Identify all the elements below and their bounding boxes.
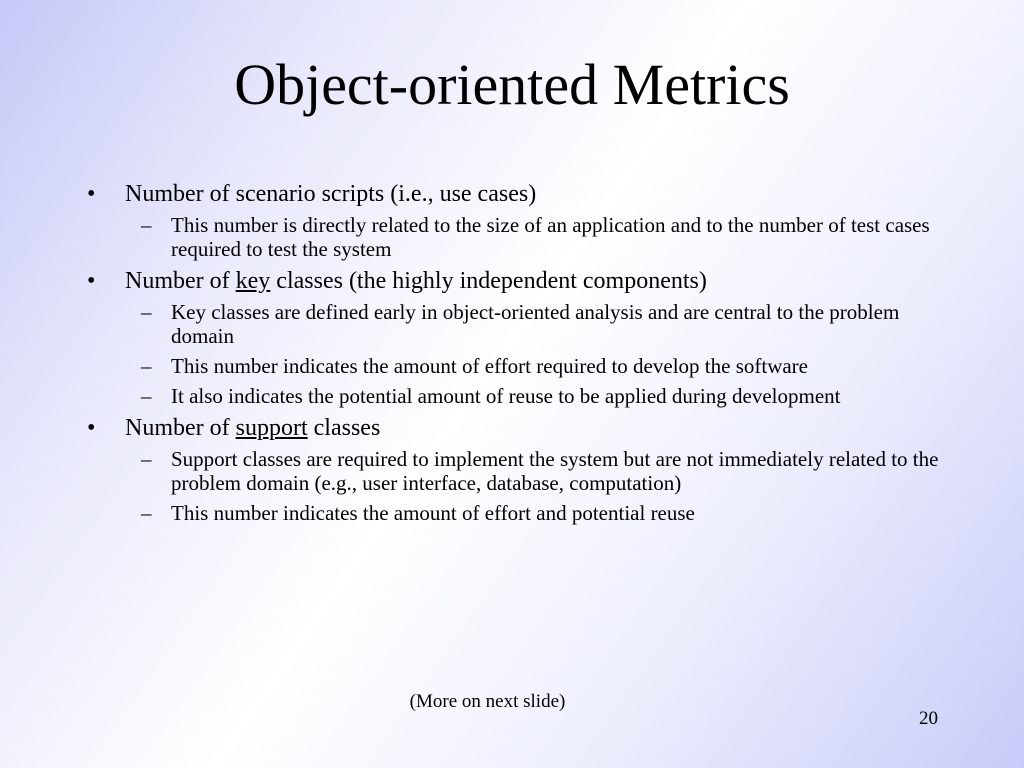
sub-bullet <box>141 501 941 525</box>
page-number: 20 <box>919 708 938 729</box>
bullet-text-suffix: classes <box>307 415 381 441</box>
sub-bullet-marker: – <box>141 384 152 408</box>
bullet-marker: • <box>87 268 96 294</box>
slide-content <box>0 180 1024 531</box>
sub-bullet-marker: – <box>141 213 152 237</box>
slide-title: Object-oriented Metrics <box>234 52 790 117</box>
sub-bullet-text: This number is directly related to the size of an application and to the number of test cases required to test the system <box>171 213 930 261</box>
sub-bullet-text: Key classes are defined early in object-oriented analysis and are central to the problem domain <box>171 300 900 348</box>
sub-bullet-text: This number indicates the amount of effort and potential reuse <box>171 501 695 525</box>
bullet-text-suffix: classes (the highly independent components) <box>270 268 707 294</box>
sub-bullet-marker: – <box>141 354 152 378</box>
sub-bullet-marker: – <box>141 501 152 525</box>
sub-bullet <box>141 354 941 378</box>
bullet-text-prefix: Number of <box>125 268 236 294</box>
underlined-term-key: key <box>235 268 271 294</box>
bullet-support-classes <box>87 414 945 442</box>
footer-note: (More on next slide) <box>409 691 566 712</box>
bullet-text: Number of scenario scripts (i.e., use cases) <box>125 181 537 207</box>
bullet-marker: • <box>87 181 96 207</box>
sub-bullet <box>141 384 941 408</box>
sub-bullet <box>141 447 941 495</box>
sub-bullet-marker: – <box>141 447 152 471</box>
sub-bullet <box>141 300 941 348</box>
sub-bullet-marker: – <box>141 300 152 324</box>
bullet-key-classes <box>87 267 945 295</box>
bullet-scenario-scripts <box>87 180 945 208</box>
sub-bullet-text: This number indicates the amount of effort required to develop the software <box>171 354 808 378</box>
bullet-marker: • <box>87 415 96 441</box>
bullet-text-prefix: Number of <box>125 415 236 441</box>
sub-bullet-text: Support classes are required to implement the system but are not immediately related to the problem domain (e.g., user interface, database, computation) <box>171 447 939 495</box>
sub-bullet-text: It also indicates the potential amount of reuse to be applied during development <box>171 384 841 408</box>
underlined-term-support: support <box>235 415 308 441</box>
sub-bullet <box>141 213 941 261</box>
